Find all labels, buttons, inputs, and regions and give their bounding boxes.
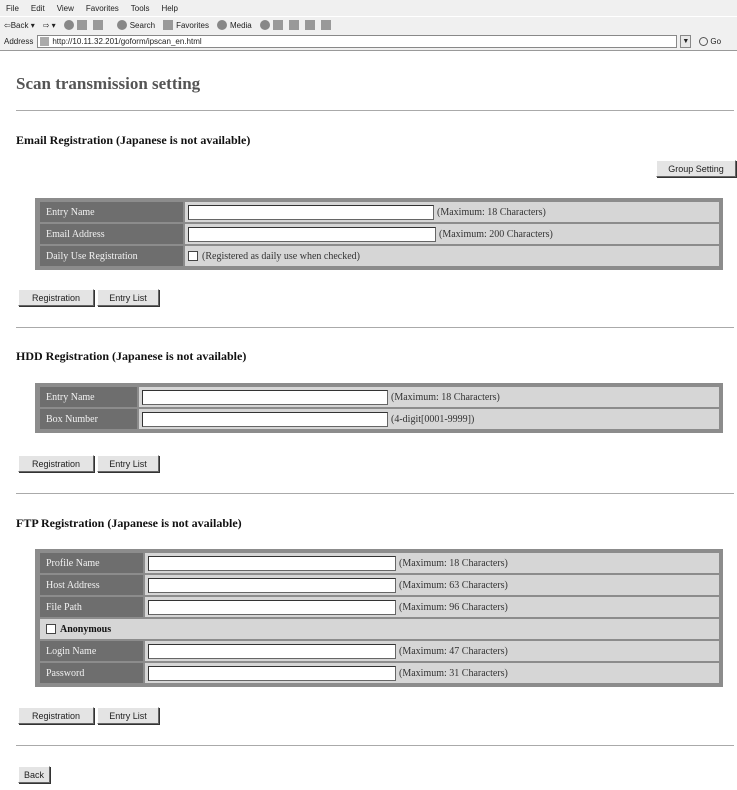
email-address-hint: (Maximum: 200 Characters) [439,228,553,240]
file-path-row [40,597,719,617]
hdd-entry-name-input[interactable] [142,390,388,405]
address-value: http://10.11.32.201/goform/ipscan_en.html [52,37,202,46]
menu-edit[interactable]: Edit [30,3,45,13]
browser-addressbar [0,33,737,51]
print-icon[interactable] [289,20,299,30]
group-setting-button[interactable]: Group Setting [656,160,736,177]
ftp-form-table [35,549,723,687]
edit-icon[interactable] [305,20,315,30]
mail-icon[interactable] [273,20,283,30]
anonymous-row [40,619,719,639]
hdd-registration-button[interactable]: Registration [18,455,94,472]
menu-help[interactable]: Help [161,3,178,13]
password-label: Password [40,663,143,683]
address-label: Address [4,37,34,46]
daily-use-row [40,246,719,266]
divider [16,110,734,111]
email-entry-name-hint: (Maximum: 18 Characters) [437,206,546,218]
menu-file[interactable]: File [6,3,19,13]
hdd-entry-name-label: Entry Name [40,387,137,407]
email-address-label: Email Address [40,224,183,244]
box-number-hint: (4-digit[0001-9999]) [391,413,475,425]
email-entry-name-input[interactable] [188,205,434,220]
address-dropdown-icon[interactable]: ▼ [680,35,691,48]
ftp-registration-button[interactable]: Registration [18,707,94,724]
stop-icon[interactable] [64,20,74,30]
login-name-label: Login Name [40,641,143,661]
browser-menubar [0,0,737,16]
password-hint: (Maximum: 31 Characters) [399,667,508,679]
divider [16,327,734,328]
browser-toolbar [0,16,737,33]
menu-tools[interactable]: Tools [130,3,150,13]
search-toolbar-button[interactable]: Search [117,20,155,30]
media-icon [217,20,227,30]
email-entry-name-row [40,202,719,222]
hdd-section-title: HDD Registration (Japanese is not available) [16,349,247,363]
forward-toolbar-button[interactable] [43,21,56,30]
favorites-icon [163,20,173,30]
forward-icon: ⇨ ▾ [42,20,56,30]
go-button[interactable]: Go [699,37,721,46]
host-address-row [40,575,719,595]
email-form-table [35,198,723,270]
profile-name-label: Profile Name [40,553,143,573]
hdd-form-table [35,383,723,433]
hdd-entry-name-hint: (Maximum: 18 Characters) [391,391,500,403]
host-address-hint: (Maximum: 63 Characters) [399,579,508,591]
go-icon [699,37,708,46]
daily-use-label: Daily Use Registration [40,246,183,266]
file-path-hint: (Maximum: 96 Characters) [399,601,508,613]
password-row [40,663,719,683]
file-path-label: File Path [40,597,143,617]
email-registration-button[interactable]: Registration [18,289,94,306]
favorites-toolbar-button[interactable]: Favorites [163,20,209,30]
hdd-entry-name-row [40,387,719,407]
ftp-section-title: FTP Registration (Japanese is not available) [16,516,242,530]
search-icon [117,20,127,30]
email-entry-list-button[interactable]: Entry List [97,289,159,306]
refresh-icon[interactable] [77,20,87,30]
anonymous-label: Anonymous [60,623,112,635]
host-address-input[interactable] [148,578,396,593]
history-icon[interactable] [260,20,270,30]
email-section-title: Email Registration (Japanese is not available) [16,133,251,147]
email-entry-name-label: Entry Name [40,202,183,222]
page-icon [40,37,49,46]
email-address-input[interactable] [188,227,436,242]
box-number-label: Box Number [40,409,137,429]
profile-name-row [40,553,719,573]
menu-view[interactable]: View [56,3,74,13]
file-path-input[interactable] [148,600,396,615]
ftp-entry-list-button[interactable]: Entry List [97,707,159,724]
divider [16,745,734,746]
email-address-row [40,224,719,244]
login-name-row [40,641,719,661]
profile-name-hint: (Maximum: 18 Characters) [399,557,508,569]
daily-use-checkbox[interactable] [188,251,198,261]
host-address-label: Host Address [40,575,143,595]
login-name-input[interactable] [148,644,396,659]
profile-name-input[interactable] [148,556,396,571]
discuss-icon[interactable] [321,20,331,30]
anonymous-checkbox[interactable] [46,624,56,634]
home-icon[interactable] [93,20,103,30]
divider [16,493,734,494]
address-input[interactable] [37,35,677,48]
back-toolbar-button[interactable]: ⇦ Back ▾ [4,20,35,30]
box-number-input[interactable] [142,412,388,427]
password-input[interactable] [148,666,396,681]
daily-use-hint: (Registered as daily use when checked) [202,250,360,262]
back-button[interactable]: Back [18,766,50,783]
login-name-hint: (Maximum: 47 Characters) [399,645,508,657]
media-toolbar-button[interactable]: Media [217,20,252,30]
hdd-entry-list-button[interactable]: Entry List [97,455,159,472]
menu-favorites[interactable]: Favorites [85,3,119,13]
box-number-row [40,409,719,429]
page-title: Scan transmission setting [16,74,201,93]
